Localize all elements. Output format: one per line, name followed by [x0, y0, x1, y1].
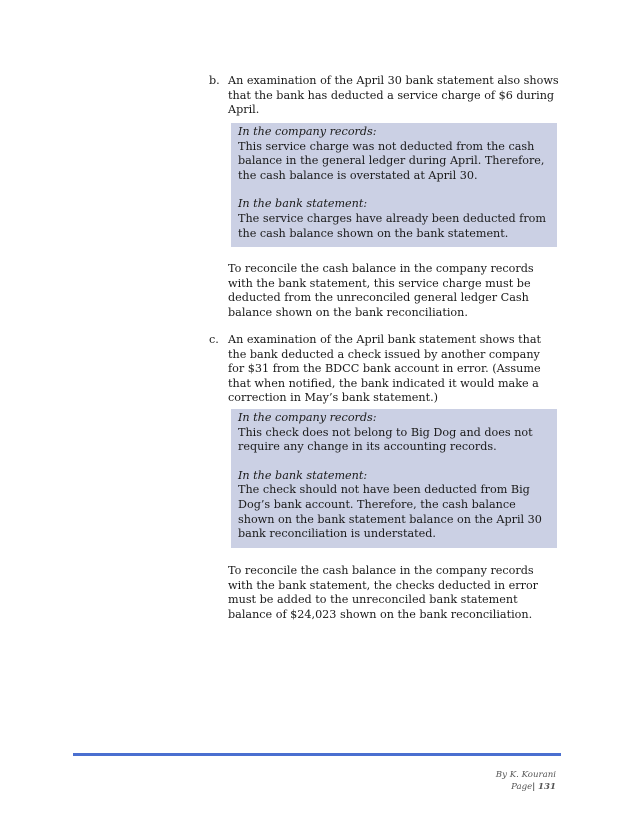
footer-rule: [73, 753, 561, 756]
footer-page-number: [511, 782, 556, 792]
item-b-company-text: This service charge was not deducted from the cash balance in the general ledger during April. Therefore, the cash balance is overstated at April 30.: [238, 139, 545, 182]
footer-page-separator: |: [532, 782, 536, 792]
item-b-marker: b.: [209, 74, 220, 87]
item-c-text: An examination of the April bank statement shows that the bank deducted a check issued by another company for $31 from the BDCC bank account in error. (Assume that when notified, the bank indicated it would make a correction in May’s bank statement.): [228, 333, 541, 405]
footer-page-value: 131: [538, 782, 556, 792]
item-c-company-text: This check does not belong to Big Dog and does not require any change in its accounting records.: [238, 425, 533, 454]
item-b: [209, 74, 559, 118]
footer-page-label: Page: [511, 782, 533, 792]
item-b-reconcile-paragraph: To reconcile the cash balance in the company records with the bank statement, this service charge must be deducted from the unreconciled general ledger Cash balance shown on the bank reconciliation.: [228, 262, 534, 319]
item-b-company-heading: In the company records:: [238, 125, 377, 138]
item-b-bank-text: The service charges have already been deducted from the cash balance shown on the bank statement.: [238, 211, 547, 240]
footer-author: By K. Kourani: [495, 770, 556, 780]
item-b-text: An examination of the April 30 bank statement also shows that the bank has deducted a service charge of $6 during April.: [228, 74, 559, 117]
item-c: [209, 333, 559, 406]
item-c-bank-heading: In the bank statement:: [238, 468, 368, 482]
item-b-bank-heading: In the bank statement:: [238, 197, 368, 211]
item-b-callout-box: [231, 123, 557, 247]
item-c-reconcile-paragraph: To reconcile the cash balance in the company records with the bank statement, the checks deducted in error must be added to the unreconciled bank statement balance of $24,023 shown on the bank reconciliation.: [228, 564, 539, 621]
item-c-company-heading: In the company records:: [238, 411, 377, 424]
item-c-marker: c.: [209, 333, 219, 346]
item-c-callout-box: [231, 409, 557, 548]
item-c-bank-text: The check should not have been deducted from Big Dog’s bank account. Therefore, the cash balance shown on the bank statement balance on the April 30 bank reconciliation is understated.: [238, 483, 542, 541]
